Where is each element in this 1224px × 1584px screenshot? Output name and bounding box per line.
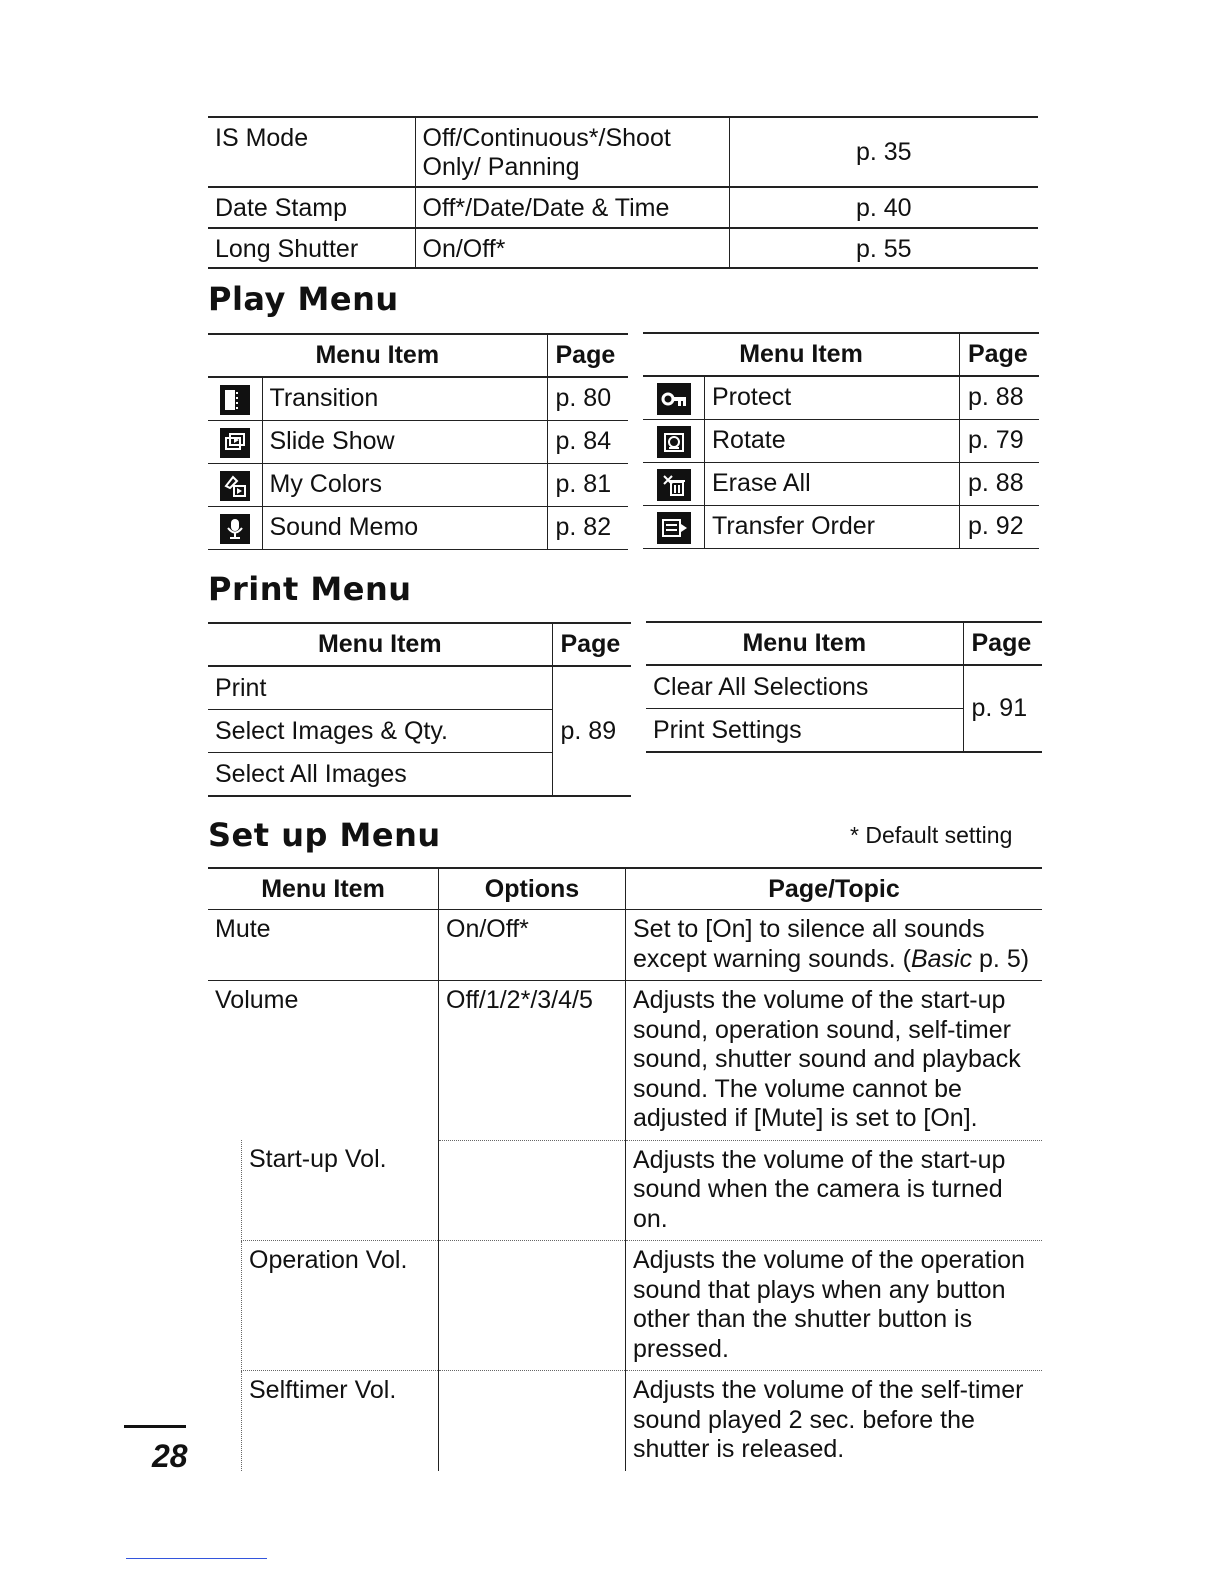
table-row: [643, 376, 1039, 419]
table-row: [208, 910, 1042, 981]
setting-name: Long Shutter: [215, 235, 359, 263]
play-menu-table-right: [643, 332, 1039, 549]
transfer-order-icon: [657, 512, 691, 544]
table-header-row: [208, 334, 628, 377]
erase-all-icon: [657, 469, 691, 501]
default-setting-note: * Default setting: [850, 822, 1013, 848]
menu-item-label: Print: [208, 666, 552, 710]
menu-item-label: Erase All: [712, 469, 811, 497]
rotate-icon: [657, 426, 691, 458]
sound-memo-icon: [220, 514, 250, 544]
menu-item-label: Selftimer Vol.: [242, 1371, 439, 1471]
menu-item-label: Select All Images: [208, 753, 552, 797]
menu-item-label: Rotate: [712, 426, 786, 454]
table-row: [208, 1241, 1042, 1371]
menu-item-page: p. 88: [960, 462, 1040, 505]
transition-icon: [220, 385, 250, 415]
header-menu-item: Menu Item: [739, 340, 863, 368]
header-page: Page: [963, 622, 1042, 665]
my-colors-icon: [220, 471, 250, 501]
table-row: [208, 187, 1038, 228]
menu-item-page: p. 84: [547, 420, 628, 463]
table-row: [208, 981, 1042, 1141]
shooting-settings-table: [208, 116, 1038, 269]
table-row: [208, 1371, 1042, 1471]
menu-item-page: p. 79: [960, 419, 1040, 462]
menu-item-topic: Adjusts the volume of the start-up sound when the camera is turned on.: [626, 1140, 1043, 1241]
menu-item-label: Slide Show: [269, 427, 395, 455]
table-row: [208, 228, 1038, 268]
setting-page: p. 40: [729, 187, 1038, 228]
setup-menu-title: Set up Menu: [208, 816, 441, 854]
table-row: [208, 506, 628, 549]
setting-options: Off/Continuous*/Shoot Only/ Panning: [415, 117, 729, 187]
header-menu-item: Menu Item: [208, 623, 552, 666]
header-menu-item: Menu Item: [646, 622, 963, 665]
menu-item-label: Operation Vol.: [242, 1241, 439, 1371]
table-header-row: [643, 333, 1039, 376]
menu-item-options: [439, 1371, 626, 1471]
menu-item-page: p. 89: [552, 666, 631, 796]
menu-item-page: p. 80: [547, 377, 628, 420]
slide-show-icon: [220, 428, 250, 458]
print-menu-table-right: [646, 621, 1042, 753]
table-header-row: [208, 623, 631, 666]
header-page: Page: [552, 623, 631, 666]
menu-item-label: Start-up Vol.: [242, 1140, 439, 1241]
setting-name: IS Mode: [215, 124, 309, 152]
table-row: [208, 377, 628, 420]
menu-item-topic: Adjusts the volume of the start-up sound, operation sound, self-timer sound, shutter sound and playback sound. The volume cannot be adjusted if [Mute] is set to [On].: [626, 981, 1043, 1141]
menu-item-label: Volume: [215, 986, 299, 1014]
footer-rule: [124, 1425, 186, 1428]
header-page: Page: [960, 333, 1040, 376]
menu-item-label: Protect: [712, 383, 792, 412]
setting-options: Off*/Date/Date & Time: [415, 187, 729, 228]
play-menu-title: Play Menu: [208, 280, 399, 318]
menu-item-label: Mute: [208, 910, 439, 981]
menu-item-page: p. 81: [547, 463, 628, 506]
setting-options: On/Off*: [415, 228, 729, 268]
menu-item-options: On/Off*: [439, 910, 626, 981]
bottom-divider: [126, 1558, 267, 1559]
table-row: [208, 463, 628, 506]
menu-item-label: Print Settings: [646, 709, 963, 753]
menu-item-topic: Set to [On] to silence all sounds except warning sounds. (Basic p. 5): [626, 910, 1043, 981]
menu-item-label: Transfer Order: [712, 512, 876, 540]
setting-name: Date Stamp: [215, 194, 348, 222]
table-header-row: [646, 622, 1042, 665]
page-number: 28: [152, 1438, 188, 1474]
menu-item-label: Sound Memo: [269, 513, 419, 541]
table-row: [643, 462, 1039, 505]
table-row: [646, 665, 1042, 709]
header-options: Options: [439, 868, 626, 910]
protect-icon: [657, 383, 691, 415]
header-page-topic: Page/Topic: [626, 868, 1043, 910]
print-menu-title: Print Menu: [208, 570, 412, 608]
table-row: [208, 117, 1038, 187]
setup-menu-table: [208, 867, 1042, 1471]
menu-item-label: Clear All Selections: [646, 665, 963, 709]
menu-item-page: p. 91: [963, 665, 1042, 752]
menu-item-page: p. 88: [960, 376, 1040, 419]
setting-page: p. 55: [729, 228, 1038, 268]
menu-item-page: p. 92: [960, 505, 1040, 548]
table-row: [208, 1140, 1042, 1241]
menu-item-label: My Colors: [269, 470, 383, 498]
print-menu-table-left: [208, 622, 631, 797]
header-menu-item: Menu Item: [315, 341, 440, 369]
play-menu-table-left: [208, 333, 628, 550]
menu-item-topic: Adjusts the volume of the self-timer sound played 2 sec. before the shutter is released.: [626, 1371, 1043, 1471]
menu-item-options: Off/1/2*/3/4/5: [439, 981, 626, 1141]
menu-item-topic: Adjusts the volume of the operation sound that plays when any button other than the shutter button is pressed.: [626, 1241, 1043, 1371]
menu-item-options: [439, 1241, 626, 1371]
header-menu-item: Menu Item: [208, 868, 439, 910]
menu-item-options: [439, 1140, 626, 1241]
menu-item-label: Transition: [269, 384, 379, 413]
table-row: [208, 420, 628, 463]
table-row: [643, 419, 1039, 462]
table-row: [643, 505, 1039, 548]
menu-item-page: p. 82: [547, 506, 628, 549]
menu-item-label: Select Images & Qty.: [208, 710, 552, 753]
setting-page: p. 35: [729, 117, 1038, 187]
table-row: [208, 666, 631, 710]
table-header-row: [208, 868, 1042, 910]
header-page: Page: [547, 334, 628, 377]
